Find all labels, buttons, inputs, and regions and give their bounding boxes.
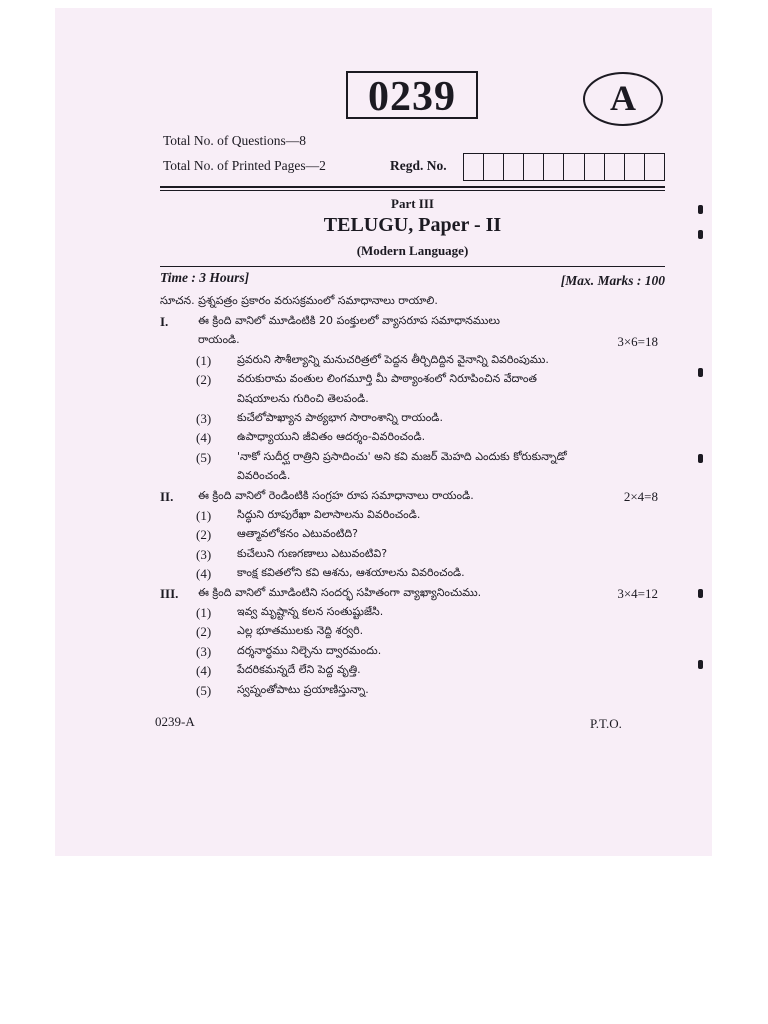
- question-number: (2): [196, 624, 212, 640]
- total-questions: Total No. of Questions—8: [163, 133, 307, 148]
- section-marks: 2×4=8: [623, 488, 658, 504]
- question-text: ఉపాధ్యాయుని జీవితం ఆదర్శం-వివరించండి.: [237, 430, 426, 444]
- section-number: II.: [160, 488, 174, 504]
- paper-code-box: 0239: [346, 71, 478, 119]
- question-text: కుచేలుని గుణగణాలు ఎటువంటివి?: [237, 546, 388, 560]
- question-text: కుచేలోపాఖ్యాన పాఠ్యభాగ సారాంశాన్ని రాయండి.: [237, 411, 443, 424]
- question-number: (1): [196, 352, 212, 368]
- section-instruction: రాయండి.: [198, 333, 240, 347]
- question-number: (5): [196, 449, 212, 465]
- subject-title: TELUGU, Paper - II: [323, 214, 502, 236]
- section-instruction: ఈ క్రింది వానిలో రెండింటికి సంగ్రహ రూప సమాధానాలు రాయండి.: [198, 488, 474, 502]
- question-number: (3): [196, 546, 212, 562]
- scan-mark: [698, 230, 703, 239]
- question-number: (4): [196, 430, 212, 446]
- question-number: (1): [196, 605, 212, 620]
- question-text: సిద్ధుని రూపురేఖా విలాసాలను వివరించండి.: [237, 508, 421, 521]
- question-text: పేదరికమన్నదే లేని పెద్ద వృత్తి.: [237, 663, 361, 677]
- question-text: ఇవ్వ మృష్టాన్న కలన సంతుష్టుజేసి.: [237, 605, 384, 618]
- question-text: ప్రవరుని సౌశీల్యాన్ని మనుచరిత్రలో పెద్దన తీర్చిదిద్దిన వైనాన్ని వివరింపుము.: [237, 352, 549, 366]
- time-label: Time : 3 Hours]: [160, 270, 250, 285]
- scan-mark: [698, 454, 703, 463]
- question-text: వివరించండి.: [237, 469, 291, 483]
- section-instruction: ఈ క్రింది వానిలో మూడింటికి 20 పంక్తులలో వ్యాసరూప సమాధానములు: [198, 314, 500, 327]
- section-number: III.: [160, 585, 179, 601]
- total-pages: Total No. of Printed Pages—2: [163, 158, 326, 173]
- header-rule-thin: [160, 190, 665, 191]
- question-text: 'నాకో సుదీర్ఘ రాత్రిని ప్రసాదించు' అని కవి మజర్ మెహది ఎందుకు కోరుకున్నాడో: [237, 449, 567, 463]
- question-text: విషయాలను గురించి తెలపండి.: [237, 391, 369, 405]
- regd-label: Regd. No.: [390, 158, 447, 173]
- instruction-text: సూచన. ప్రశ్నపత్రం ప్రకారం వరుసక్రమంలో సమాధానాలు రాయాలి.: [160, 294, 438, 307]
- footer-pto: P.T.O.: [590, 716, 622, 731]
- question-text: ఎల్ల భూతములకు నెద్ది శర్వరి.: [237, 624, 364, 638]
- section-instruction: ఈ క్రింది వానిలో మూడింటిని సందర్భ సహితంగా వ్యాఖ్యానించుము.: [198, 585, 482, 599]
- scan-mark: [698, 205, 703, 214]
- question-number: (5): [196, 682, 212, 698]
- header-rule: [160, 186, 665, 188]
- question-number: (1): [196, 508, 212, 523]
- question-number: (4): [196, 566, 212, 582]
- question-number: (3): [196, 643, 212, 659]
- question-number: (2): [196, 372, 212, 388]
- max-marks-label: [Max. Marks : 100: [560, 273, 665, 288]
- scan-mark: [698, 660, 703, 669]
- scan-mark: [698, 589, 703, 598]
- question-number: (4): [196, 663, 212, 679]
- time-rule: [160, 266, 665, 267]
- question-number: (3): [196, 411, 212, 426]
- section-marks: 3×4=12: [617, 585, 658, 601]
- section-number: I.: [160, 314, 169, 329]
- set-letter-oval: A: [583, 72, 663, 126]
- language-label: (Modern Language): [356, 243, 469, 258]
- question-text: దర్శనార్థము నిల్చెను ద్వారమందు.: [237, 643, 382, 657]
- footer-code: 0239-A: [155, 714, 195, 729]
- question-text: కాంక్ష కవితలోని కవి ఆశను, ఆశయాలను వివరించండి.: [237, 566, 465, 580]
- question-text: ఆత్మావలోకనం ఎటువంటిది?: [237, 527, 358, 541]
- regd-number-field[interactable]: [463, 153, 665, 181]
- scan-mark: [698, 368, 703, 377]
- question-text: స్వప్నంతోపాటు ప్రయాణిస్తున్నా.: [237, 682, 369, 696]
- question-number: (2): [196, 527, 212, 543]
- part-label: Part III: [391, 196, 434, 211]
- section-marks: 3×6=18: [617, 334, 658, 350]
- question-text: వరుకురామ వంతుల లింగమూర్తి మీ పాఠ్యాంశంలో నిరూపించిన వేదాంత: [237, 372, 537, 386]
